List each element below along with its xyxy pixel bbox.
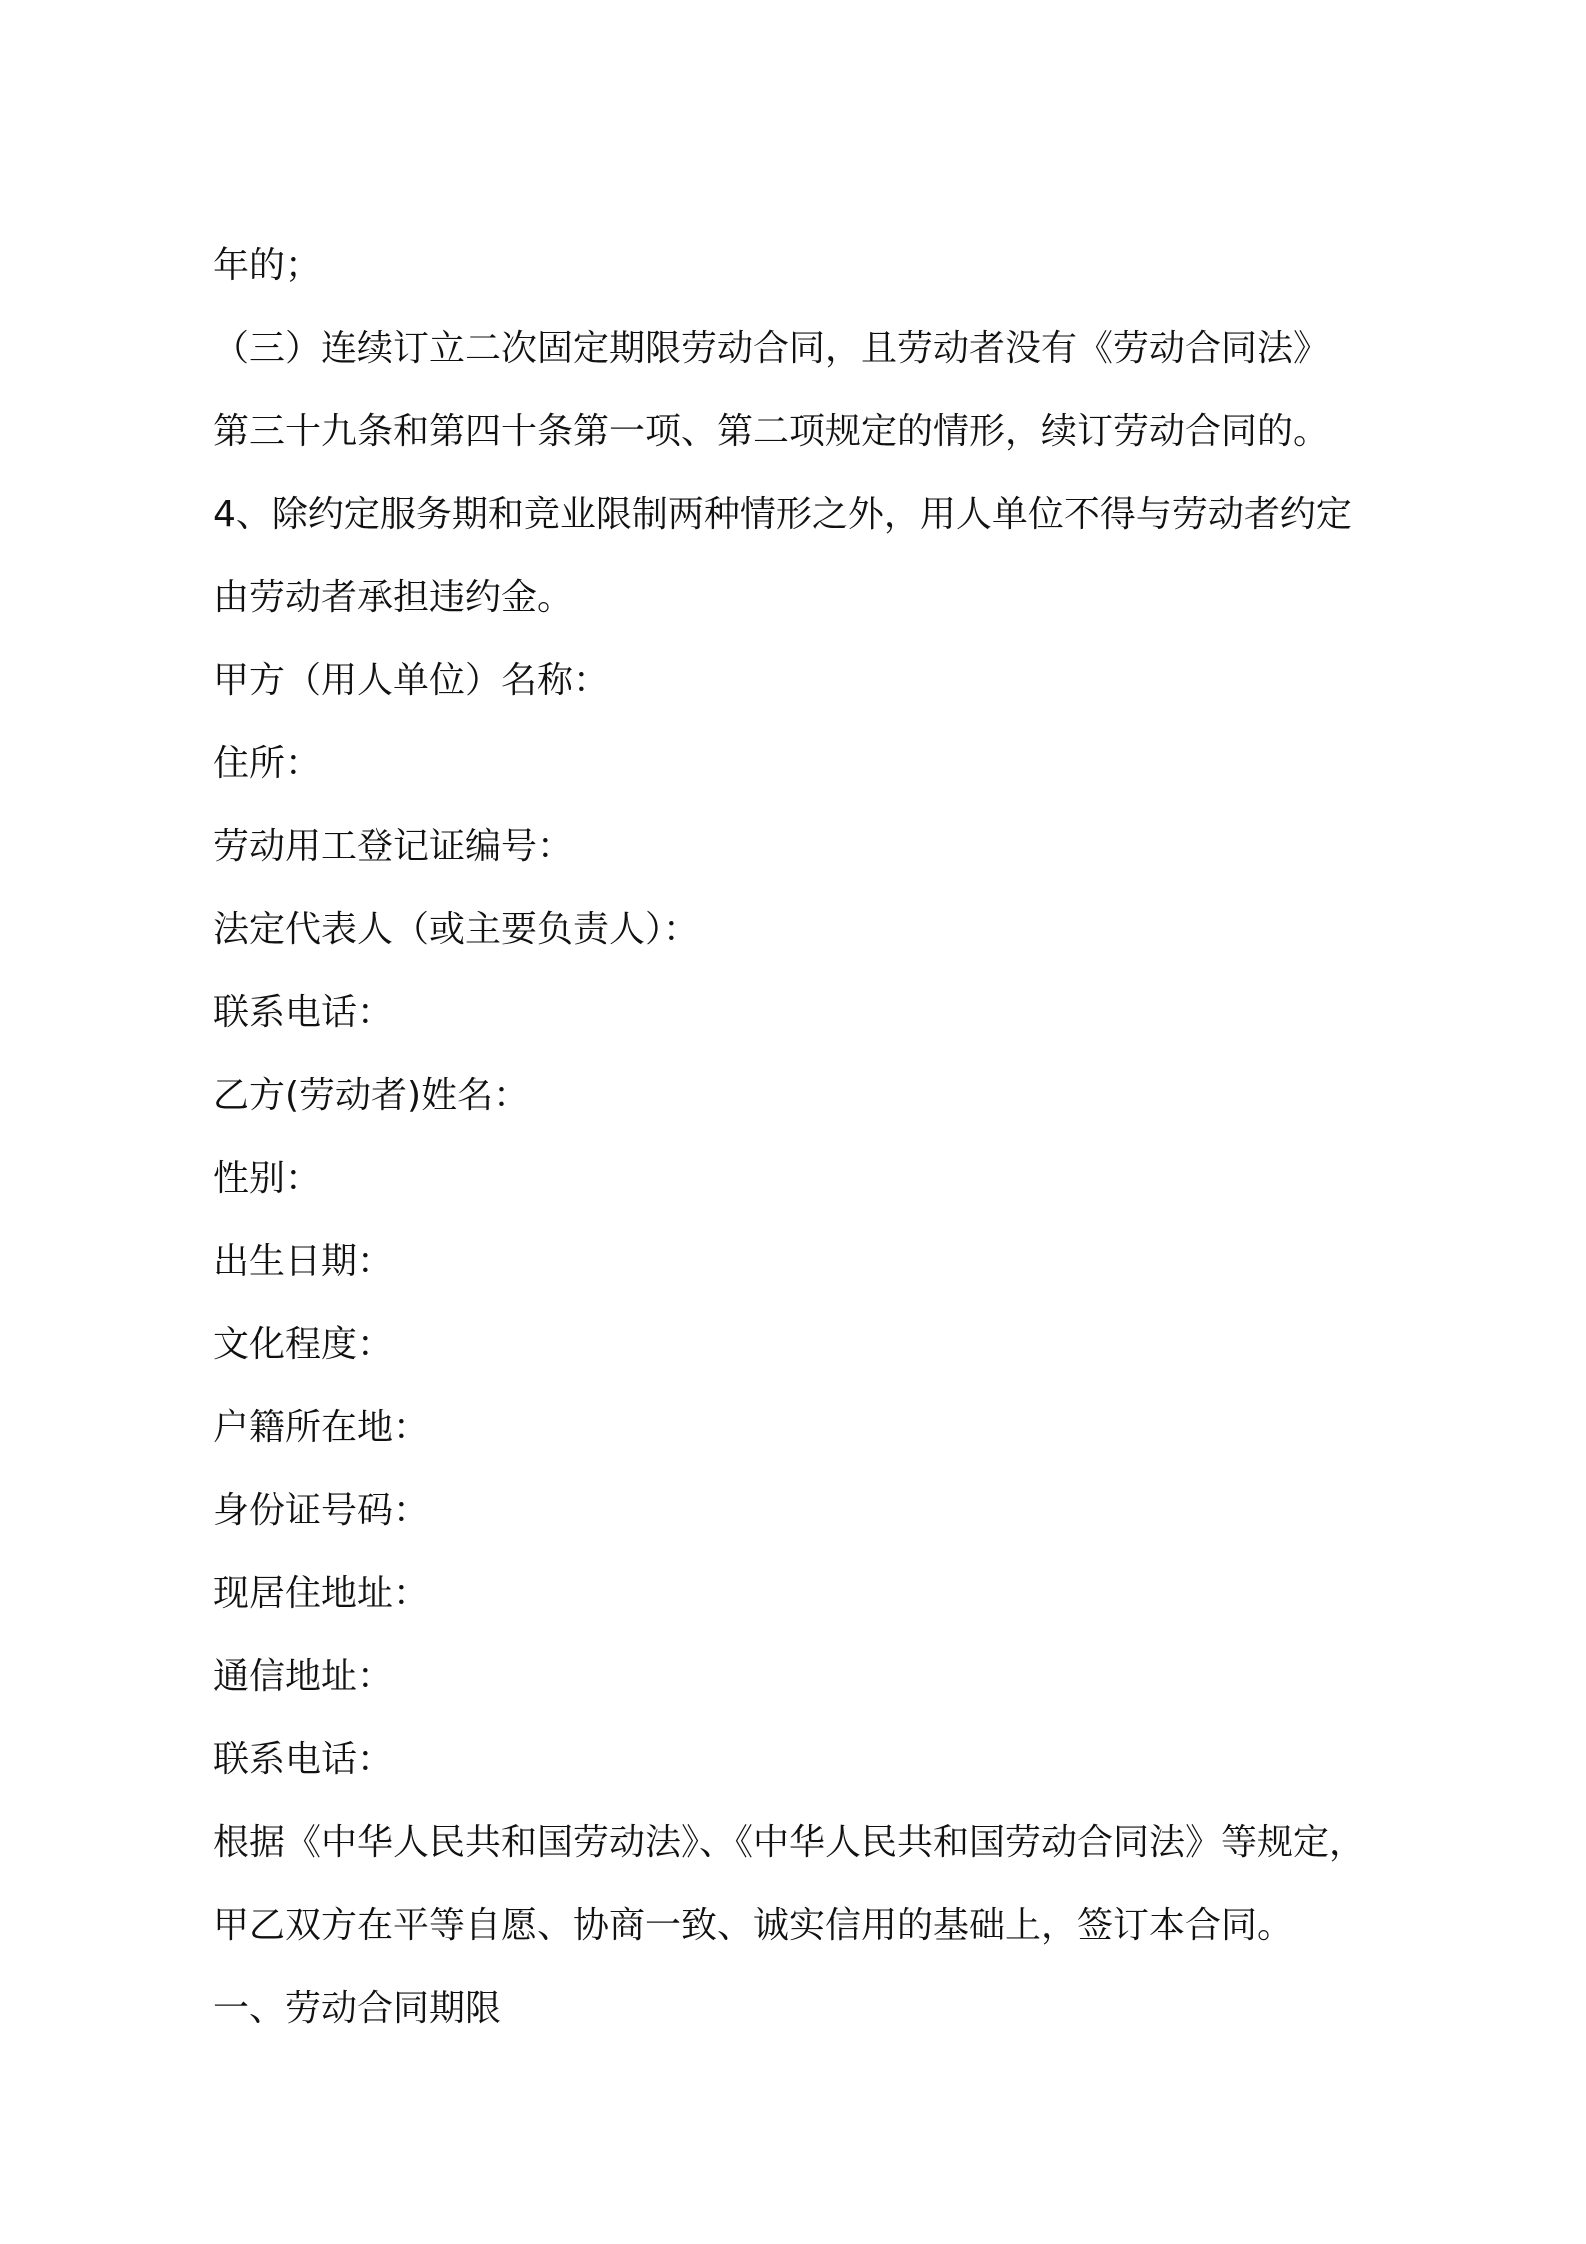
- text-line-21: 甲乙双方在平等自愿、协商一致、诚实信用的基础上，签订本合同。: [213, 1905, 1294, 1946]
- party-b-name-label: 乙方(劳动者)姓名：: [213, 1075, 530, 1116]
- text-line-20: 根据《中华人民共和国劳动法》、《中华人民共和国劳动合同法》等规定，: [213, 1822, 1366, 1863]
- party-b-birthdate-label: 出生日期：: [213, 1241, 394, 1282]
- party-a-registration-label: 劳动用工登记证编号：: [213, 826, 574, 867]
- party-a-name-label: 甲方（用人单位）名称：: [213, 660, 610, 701]
- party-b-phone-label: 联系电话：: [213, 1739, 394, 1780]
- party-b-current-address-label: 现居住地址：: [213, 1573, 430, 1614]
- party-a-representative-label: 法定代表人（或主要负责人）：: [213, 909, 700, 950]
- party-b-education-label: 文化程度：: [213, 1324, 394, 1365]
- section-heading-contract-term: 一、劳动合同期限: [213, 1988, 502, 2029]
- text-line-2: （三）连续订立二次固定期限劳动合同，且劳动者没有《劳动合同法》: [213, 328, 1330, 369]
- text-line-4: 4、除约定服务期和竞业限制两种情形之外，用人单位不得与劳动者约定: [213, 494, 1352, 535]
- party-b-mailing-address-label: 通信地址：: [213, 1656, 394, 1697]
- party-b-id-number-label: 身份证号码：: [213, 1490, 430, 1531]
- text-line-5: 由劳动者承担违约金。: [213, 577, 574, 618]
- party-b-gender-label: 性别：: [213, 1158, 322, 1199]
- party-a-address-label: 住所：: [213, 743, 322, 784]
- party-b-household-label: 户籍所在地：: [213, 1407, 430, 1448]
- text-line-1: 年的；: [213, 245, 322, 286]
- party-a-phone-label: 联系电话：: [213, 992, 394, 1033]
- text-line-3: 第三十九条和第四十条第一项、第二项规定的情形，续订劳动合同的。: [213, 411, 1330, 452]
